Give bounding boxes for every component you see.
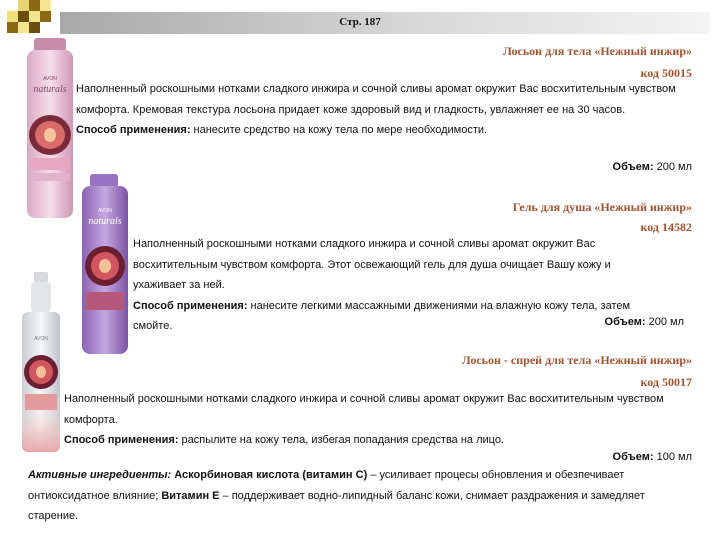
product-2-description-block — [133, 234, 663, 337]
product-1-volume-label: Объем: — [612, 161, 654, 173]
lotion-bottle-image — [24, 38, 78, 220]
product-2-description: Наполненный роскошными нотками сладкого инжира и сочной сливы аромат окружит Вас восхитительным чувством комфорта. Этот освежающий гель для душа очищает Вашу кожу и ухаживает за ней. — [133, 238, 611, 291]
product-3-description-block — [64, 389, 674, 451]
product-1-usage-label: Способ применения: — [76, 124, 191, 136]
product-1-usage: нанесите средство на кожу тела по мере необходимости. — [190, 124, 488, 136]
product-3-volume-value: 100 мл — [653, 451, 692, 463]
product-3-code: код 50017 — [640, 375, 692, 389]
ingredients-label: Активные ингредиенты: — [28, 469, 172, 481]
ingredient-2-text: – поддерживает водно-липидный баланс кожи, снимает раздражения и замедляет старение. — [28, 489, 645, 522]
product-1-description-block — [76, 79, 698, 141]
body-spray-bottle-brand: AVON — [34, 336, 48, 342]
shower-gel-bottle-line: naturals — [88, 216, 122, 227]
ingredient-1-name: Аскорбиновая кислота (витамин С) — [171, 469, 368, 481]
body-spray-bottle-image — [20, 272, 62, 454]
shower-gel-bottle-brand: AVON — [98, 208, 112, 214]
product-3-volume — [613, 451, 692, 463]
product-2-title: Гель для душа «Нежный инжир» — [512, 200, 692, 214]
header-square-1 — [18, 0, 29, 11]
lotion-bottle-brand: AVON — [43, 76, 57, 82]
header-square-3 — [40, 0, 51, 11]
product-2-code: код 14582 — [640, 220, 692, 234]
ingredient-1-text: – усиливает процесы обновления и обезпечивает онтиоксидатное влияние; — [28, 469, 625, 502]
shower-gel-bottle-image — [80, 174, 130, 356]
product-3-volume-label: Объем: — [612, 451, 654, 463]
product-3-usage-label: Способ применения: — [64, 434, 179, 446]
product-1-description: Наполненный роскошными нотками сладкого инжира и сочной сливы аромат окружит Вас восхитительным чувством комфорта. Кремовая текстура лосьона придает коже здоровый вид и гладкость, увлажняет ее на 30 часов. — [76, 83, 676, 116]
product-1-volume — [613, 161, 692, 173]
product-3-title: Лосьон - спрей для тела «Нежный инжир» — [461, 353, 692, 367]
product-2-volume — [605, 316, 684, 328]
product-1-volume-value: 200 мл — [653, 161, 692, 173]
product-2-usage: нанесите легкими массажными движениями на влажную кожу тела, затем смойте. — [133, 299, 631, 332]
lotion-bottle-line: naturals — [33, 84, 67, 95]
header-square-2 — [29, 0, 40, 11]
product-2-volume-label: Объем: — [604, 316, 646, 328]
product-3-description: Наполненный роскошными нотками сладкого инжира и сочной сливы аромат окружит Вас восхитительным чувством комфорта. — [64, 393, 664, 426]
page-number: Стр. 187 — [339, 16, 381, 28]
ingredient-2-name: Витамин Е — [161, 489, 220, 502]
product-1-code: код 50015 — [640, 66, 692, 80]
product-3-usage: распылите на кожу тела, избегая попадания средства на лицо. — [178, 434, 505, 446]
product-2-usage-label: Способ применения: — [133, 299, 248, 312]
ingredients-block — [28, 465, 668, 527]
product-1-title: Лосьон для тела «Нежный инжир» — [502, 44, 692, 58]
product-2-volume-value: 200 мл — [645, 316, 684, 328]
